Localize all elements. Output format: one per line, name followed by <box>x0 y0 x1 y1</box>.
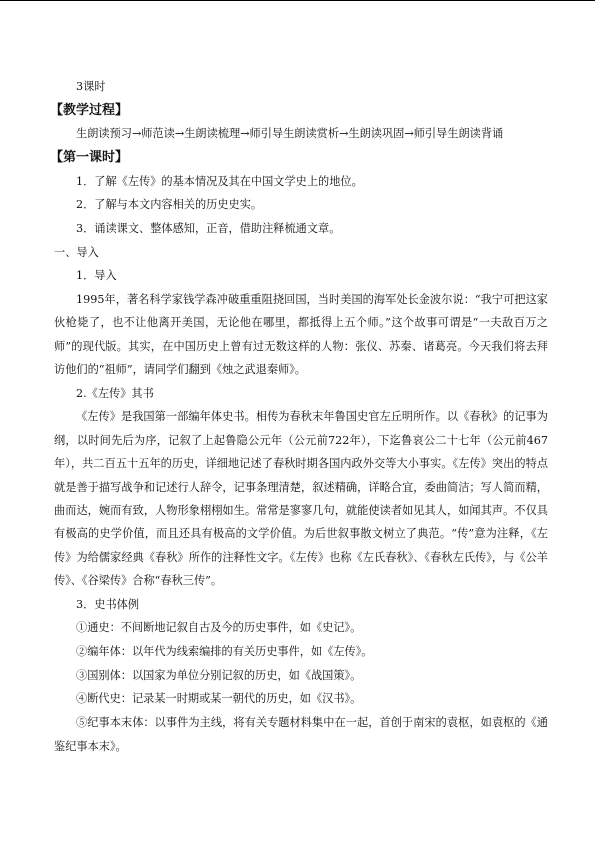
goal-item: 3．诵读课文、整体感知，正音，借助注释梳通文章。 <box>76 221 341 235</box>
subheading-history-styles: 3．史书体例 <box>76 597 140 611</box>
intro-paragraph: 1995年，著名科学家钱学森冲破重重阻挠回国，当时美国的海军处长金波尔说：“我宁可把这家伙枪毙了，也不让他离开美国，无论他在哪里，都抵得上五个师。”这个故事可谓是“一夫敌百万之师”的现代版。其实，在中国历史上曾有过无数这样的人物：张仪、苏秦、诸葛亮。今天我们将去拜访他们的“祖师”，请同学们翻到《烛之武退秦师》。 <box>54 293 548 377</box>
subheading-intro: 1．导入 <box>76 269 117 283</box>
zuozhuan-paragraph: 《左传》是我国第一部编年体史书。相传为春秋末年鲁国史官左丘明所作。以《春秋》的记事为纲，以时间先后为序，记叙了上起鲁隐公元年（公元前722年），下迄鲁哀公二十七年（公元前467年），共二百五十五年的历史，详细地记述了春秋时期各国内政外交等大小事实。《左传》突出的特点就是善于描写战争和记述行人辞令，记事条理清楚，叙述精确，详略合宜，委曲简洁；写人简而精，曲而达，婉而有致，人物形象栩栩如生。常常是寥寥几句，就能使读者如见其人，如闻其声。不仅具有极高的史学价值，而且还具有极高的文学价值。为后世叙事散文树立了典范。“传”意为注释，《左传》为给儒家经典《春秋》所作的注释性文字。《左传》也称《左氏春秋》、《春秋左氏传》，与《公羊传》、《谷梁传》合称“春秋三传”。 <box>54 410 548 588</box>
hours-label: 3课时 <box>76 80 106 93</box>
style-item: ⑤纪事本末体：以事件为主线，将有关专题材料集中在一起，首创于南宋的袁枢，如袁枢的《通鉴纪事本末》。 <box>54 716 548 753</box>
section-heading-intro: 一、导入 <box>54 245 99 259</box>
subheading-zuozhuan: 2.《左传》其书 <box>76 386 154 400</box>
teaching-flow: 生朗读预习→师范读→生朗读梳理→师引导生朗读赏析→生朗读巩固→师引导生朗读背诵 <box>76 127 504 141</box>
heading-teaching-process: 【教学过程】 <box>50 102 129 118</box>
style-item: ③国别体：以国家为单位分别记叙的历史，如《战国策》。 <box>76 668 362 682</box>
style-item: ①通史：不间断地记叙自古及今的历史事件，如《史记》。 <box>76 621 362 635</box>
top-rule <box>0 0 595 1</box>
heading-first-lesson: 【第一课时】 <box>50 149 129 165</box>
style-item: ④断代史：记录某一时期或某一朝代的历史，如《汉书》。 <box>76 692 362 706</box>
style-item: ②编年体：以年代为线索编排的有关历史事件，如《左传》。 <box>76 645 373 659</box>
goal-item: 2．了解与本文内容相关的历史史实。 <box>76 198 263 212</box>
document-body <box>50 75 548 758</box>
goal-item: 1．了解《左传》的基本情况及其在中国文学史上的地位。 <box>76 174 363 188</box>
